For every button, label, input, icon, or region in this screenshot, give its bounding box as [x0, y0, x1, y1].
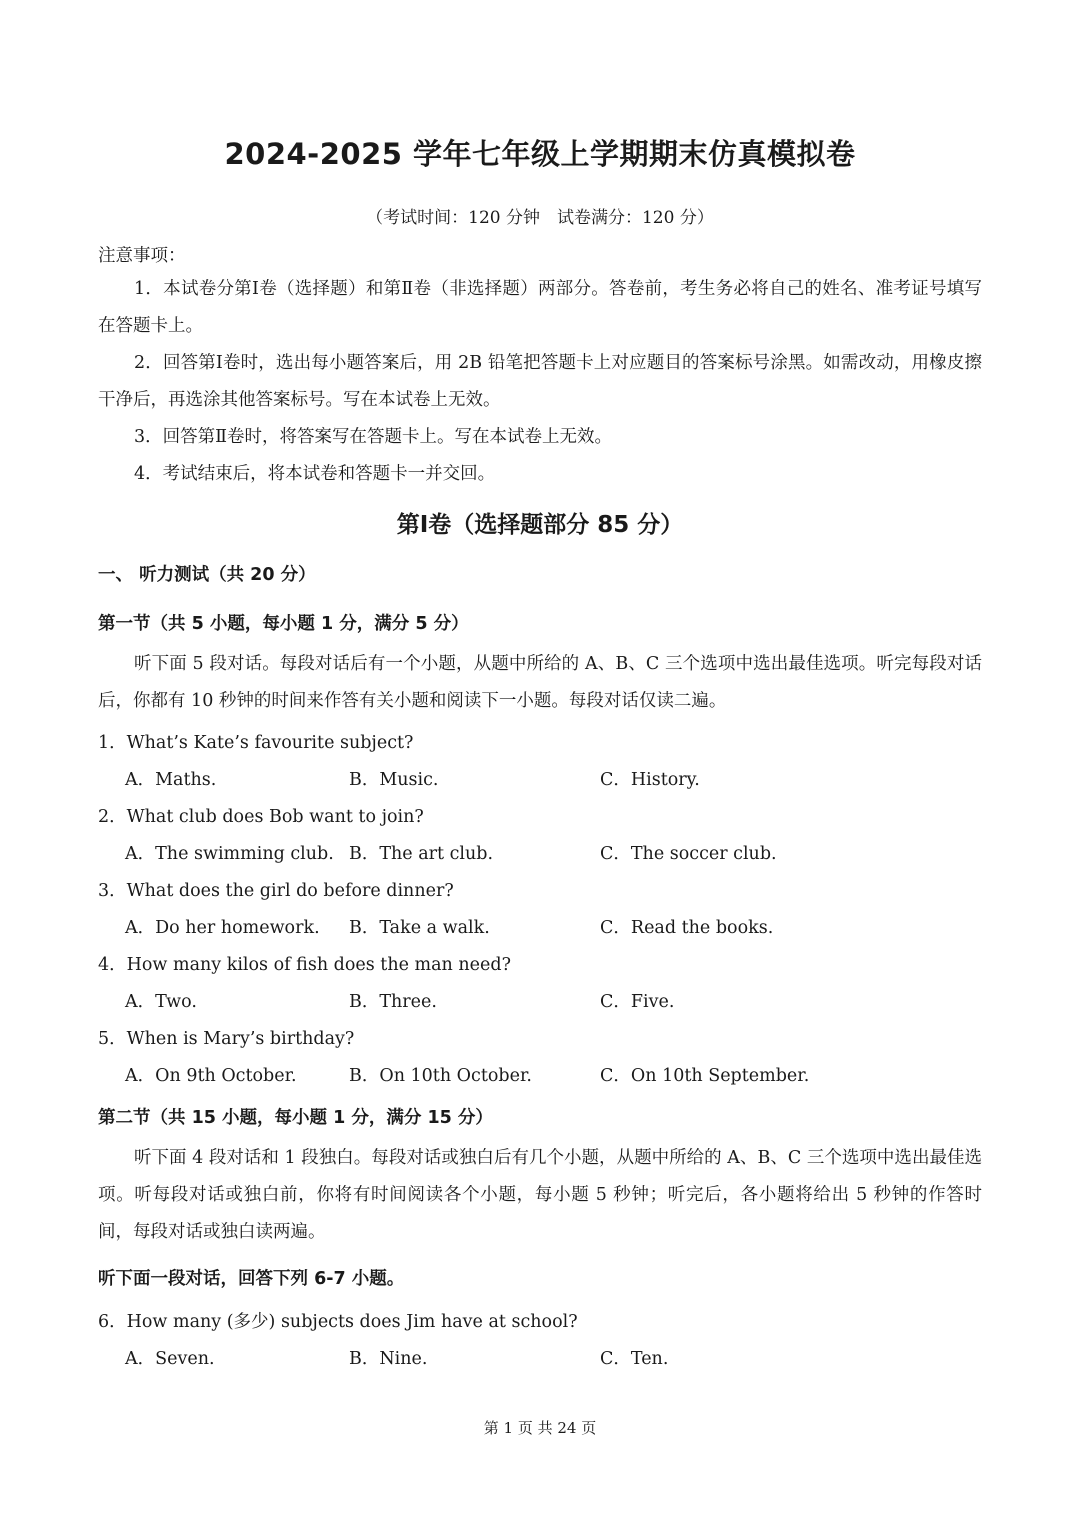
subsection-two-instructions: 听下面 4 段对话和 1 段独白。每段对话或独白后有几个小题，从题中所给的 A、B、C 三个选项中选出最佳选项。听每段对话或独白前，你将有时间阅读各个小题，每小题 5 秒钟；听完后，各小题将给出 5 秒钟的作答时间，每段对话或独白读两遍。 [98, 1148, 982, 1242]
question-2-option-c: C．The soccer club. [600, 844, 777, 864]
question-5-option-a: A．On 9th October. [125, 1066, 297, 1086]
question-2-option-a: A．The swimming club. [125, 844, 334, 864]
note-item-2: 2．回答第Ⅰ卷时，选出每小题答案后，用 2B 铅笔把答题卡上对应题目的答案标号涂黑。如需改动，用橡皮擦干净后，再选涂其他答案标号。写在本试卷上无效。 [98, 353, 982, 410]
question-5-option-b: B．On 10th October. [349, 1066, 532, 1086]
question-6-option-b: B．Nine. [349, 1349, 428, 1369]
note-item-4: 4．考试结束后，将本试卷和答题卡一并交回。 [134, 464, 496, 484]
question-3-option-c: C．Read the books. [600, 918, 774, 938]
question-1-option-b: B．Music. [349, 770, 439, 790]
question-2: 2．What club does Bob want to join? [98, 807, 424, 827]
question-1: 1．What’s Kate’s favourite subject? [98, 733, 414, 753]
question-4: 4．How many kilos of fish does the man need? [98, 955, 511, 975]
question-3: 3．What does the girl do before dinner? [98, 881, 454, 901]
subsection-one-heading: 第一节（共 5 小题，每小题 1 分，满分 5 分） [98, 614, 469, 634]
note-item-3: 3．回答第Ⅱ卷时，将答案写在答题卡上。写在本试卷上无效。 [134, 427, 613, 447]
notes-heading: 注意事项： [98, 246, 186, 266]
question-1-option-c: C．History. [600, 770, 700, 790]
note-item-1: 1．本试卷分第Ⅰ卷（选择题）和第Ⅱ卷（非选择题）两部分。答卷前，考生务必将自己的姓名、准考证号填写在答题卡上。 [98, 279, 982, 336]
exam-title: 2024-2025 学年七年级上学期期末仿真模拟卷 [224, 137, 856, 171]
question-6-option-a: A．Seven. [125, 1349, 215, 1369]
section-listening-heading: 一、 听力测试（共 20 分） [98, 565, 316, 585]
subsection-one-instructions: 听下面 5 段对话。每段对话后有一个小题，从题中所给的 A、B、C 三个选项中选出最佳选项。听完每段对话后，你都有 10 秒钟的时间来作答有关小题和阅读下一小题。每段对话仅读二遍。 [98, 654, 982, 711]
question-3-option-a: A．Do her homework. [125, 918, 320, 938]
question-2-option-b: B．The art club. [349, 844, 494, 864]
question-4-option-b: B．Three. [349, 992, 437, 1012]
page-number-footer: 第 1 页 共 24 页 [483, 1419, 597, 1437]
question-5: 5．When is Mary’s birthday? [98, 1029, 355, 1049]
dialog-6-7-heading: 听下面一段对话，回答下列 6-7 小题。 [98, 1269, 405, 1289]
part-one-title: 第Ⅰ卷（选择题部分 85 分） [396, 512, 684, 538]
question-6: 6．How many (多少) subjects does Jim have at school? [98, 1312, 578, 1332]
question-1-option-a: A．Maths. [125, 770, 217, 790]
question-3-option-b: B．Take a walk. [349, 918, 490, 938]
exam-time-and-score: （考试时间：120 分钟 试卷满分：120 分） [366, 208, 714, 228]
question-4-option-a: A．Two. [125, 992, 197, 1012]
question-6-option-c: C．Ten. [600, 1349, 669, 1369]
question-5-option-c: C．On 10th September. [600, 1066, 810, 1086]
question-4-option-c: C．Five. [600, 992, 675, 1012]
subsection-two-heading: 第二节（共 15 小题，每小题 1 分，满分 15 分） [98, 1108, 493, 1128]
